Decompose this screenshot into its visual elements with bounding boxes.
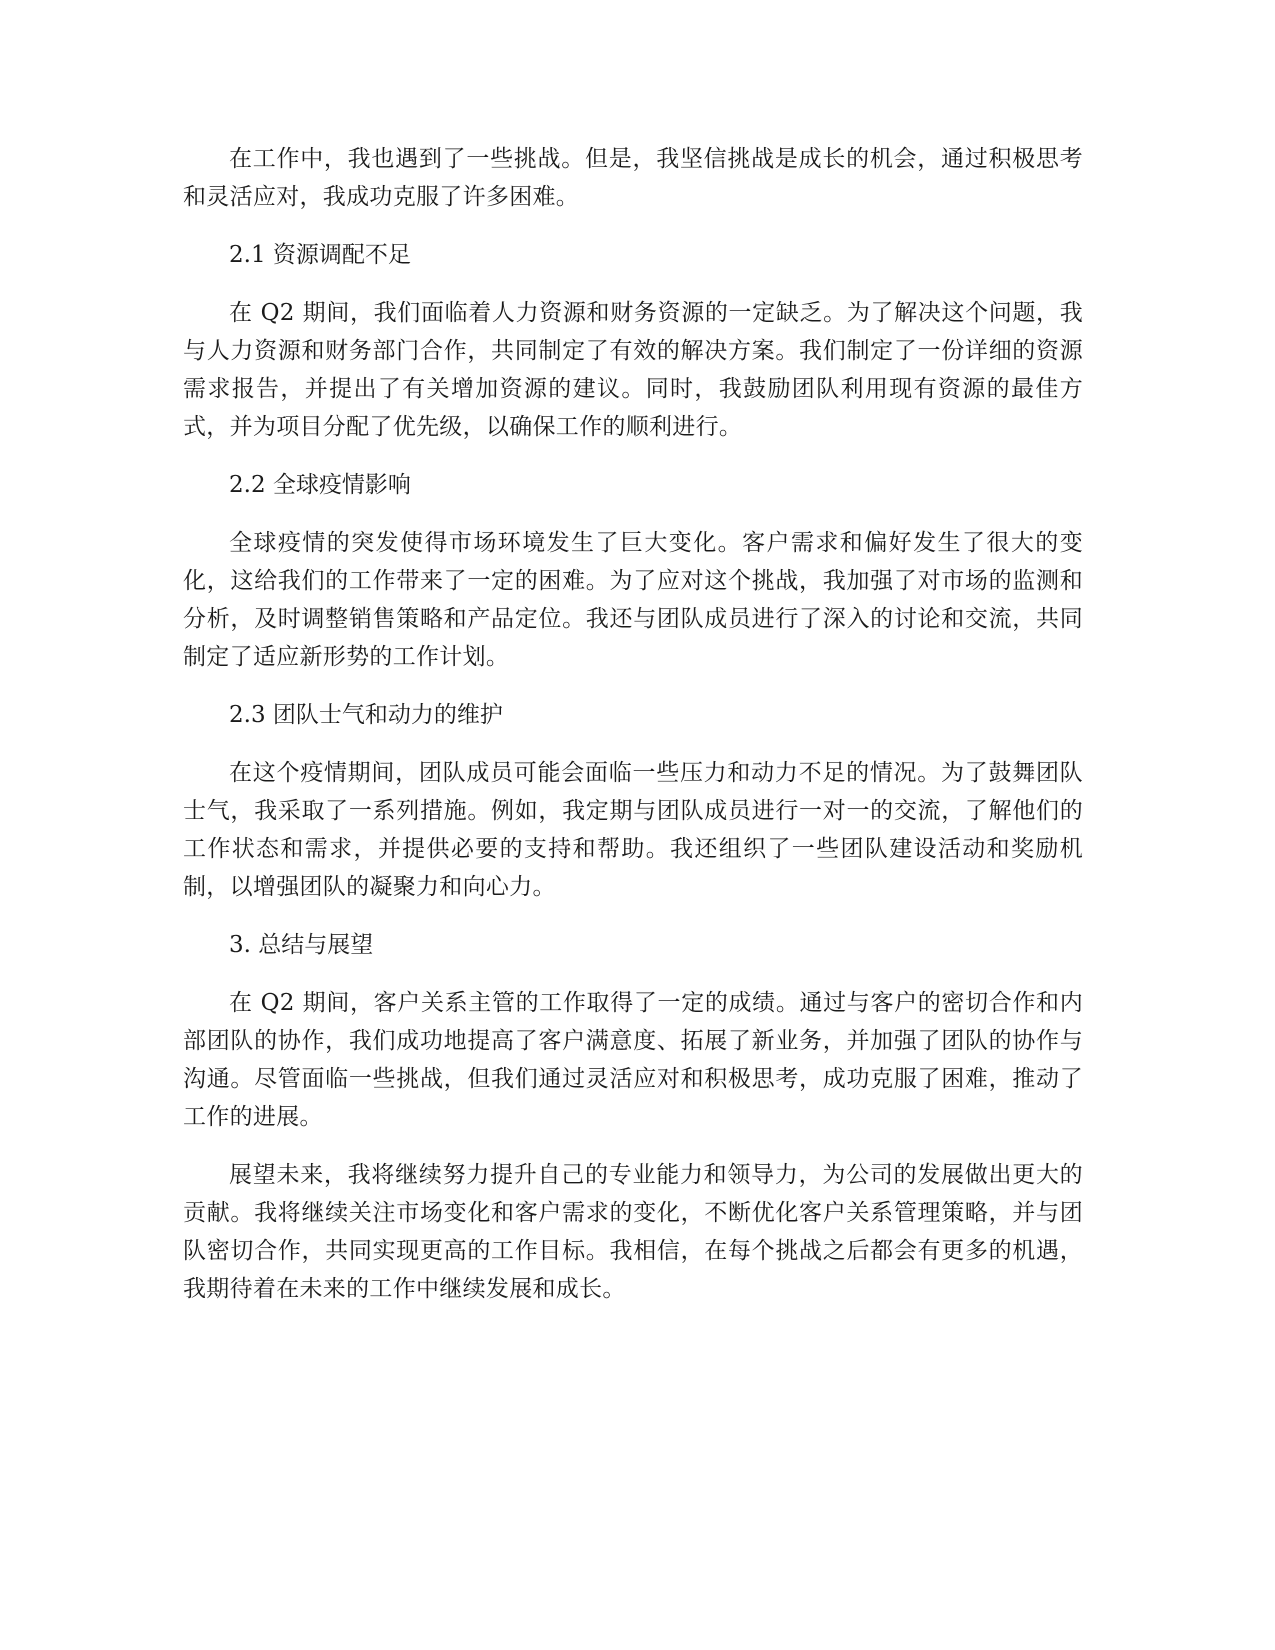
document-page bbox=[183, 140, 1083, 1328]
heading-pandemic-impact: 2.2 全球疫情影响 bbox=[229, 472, 411, 498]
paragraph-challenges-intro: 在工作中，我也遇到了一些挑战。但是，我坚信挑战是成长的机会，通过积极思考和灵活应对，我成功克服了许多困难。 bbox=[183, 146, 1083, 210]
heading-team-morale: 2.3 团队士气和动力的维护 bbox=[229, 702, 503, 728]
paragraph-resource-allocation: 在 Q2 期间，我们面临着人力资源和财务资源的一定缺乏。为了解决这个问题，我与人力资源和财务部门合作，共同制定了有效的解决方案。我们制定了一份详细的资源需求报告，并提出了有关增加资源的建议。同时，我鼓励团队利用现有资源的最佳方式，并为项目分配了优先级，以确保工作的顺利进行。 bbox=[183, 300, 1083, 440]
paragraph-team-morale: 在这个疫情期间，团队成员可能会面临一些压力和动力不足的情况。为了鼓舞团队士气，我采取了一系列措施。例如，我定期与团队成员进行一对一的交流，了解他们的工作状态和需求，并提供必要的支持和帮助。我还组织了一些团队建设活动和奖励机制，以增强团队的凝聚力和向心力。 bbox=[183, 760, 1083, 900]
paragraph-pandemic-impact: 全球疫情的突发使得市场环境发生了巨大变化。客户需求和偏好发生了很大的变化，这给我们的工作带来了一定的困难。为了应对这个挑战，我加强了对市场的监测和分析，及时调整销售策略和产品定位。我还与团队成员进行了深入的讨论和交流，共同制定了适应新形势的工作计划。 bbox=[183, 530, 1083, 670]
paragraph-summary: 在 Q2 期间，客户关系主管的工作取得了一定的成绩。通过与客户的密切合作和内部团队的协作，我们成功地提高了客户满意度、拓展了新业务，并加强了团队的协作与沟通。尽管面临一些挑战，但我们通过灵活应对和积极思考，成功克服了困难，推动了工作的进展。 bbox=[183, 990, 1083, 1130]
heading-summary-outlook: 3. 总结与展望 bbox=[229, 932, 374, 958]
paragraph-outlook: 展望未来，我将继续努力提升自己的专业能力和领导力，为公司的发展做出更大的贡献。我将继续关注市场变化和客户需求的变化，不断优化客户关系管理策略，并与团队密切合作，共同实现更高的工作目标。我相信，在每个挑战之后都会有更多的机遇，我期待着在未来的工作中继续发展和成长。 bbox=[183, 1162, 1083, 1302]
heading-resource-allocation: 2.1 资源调配不足 bbox=[229, 242, 411, 268]
